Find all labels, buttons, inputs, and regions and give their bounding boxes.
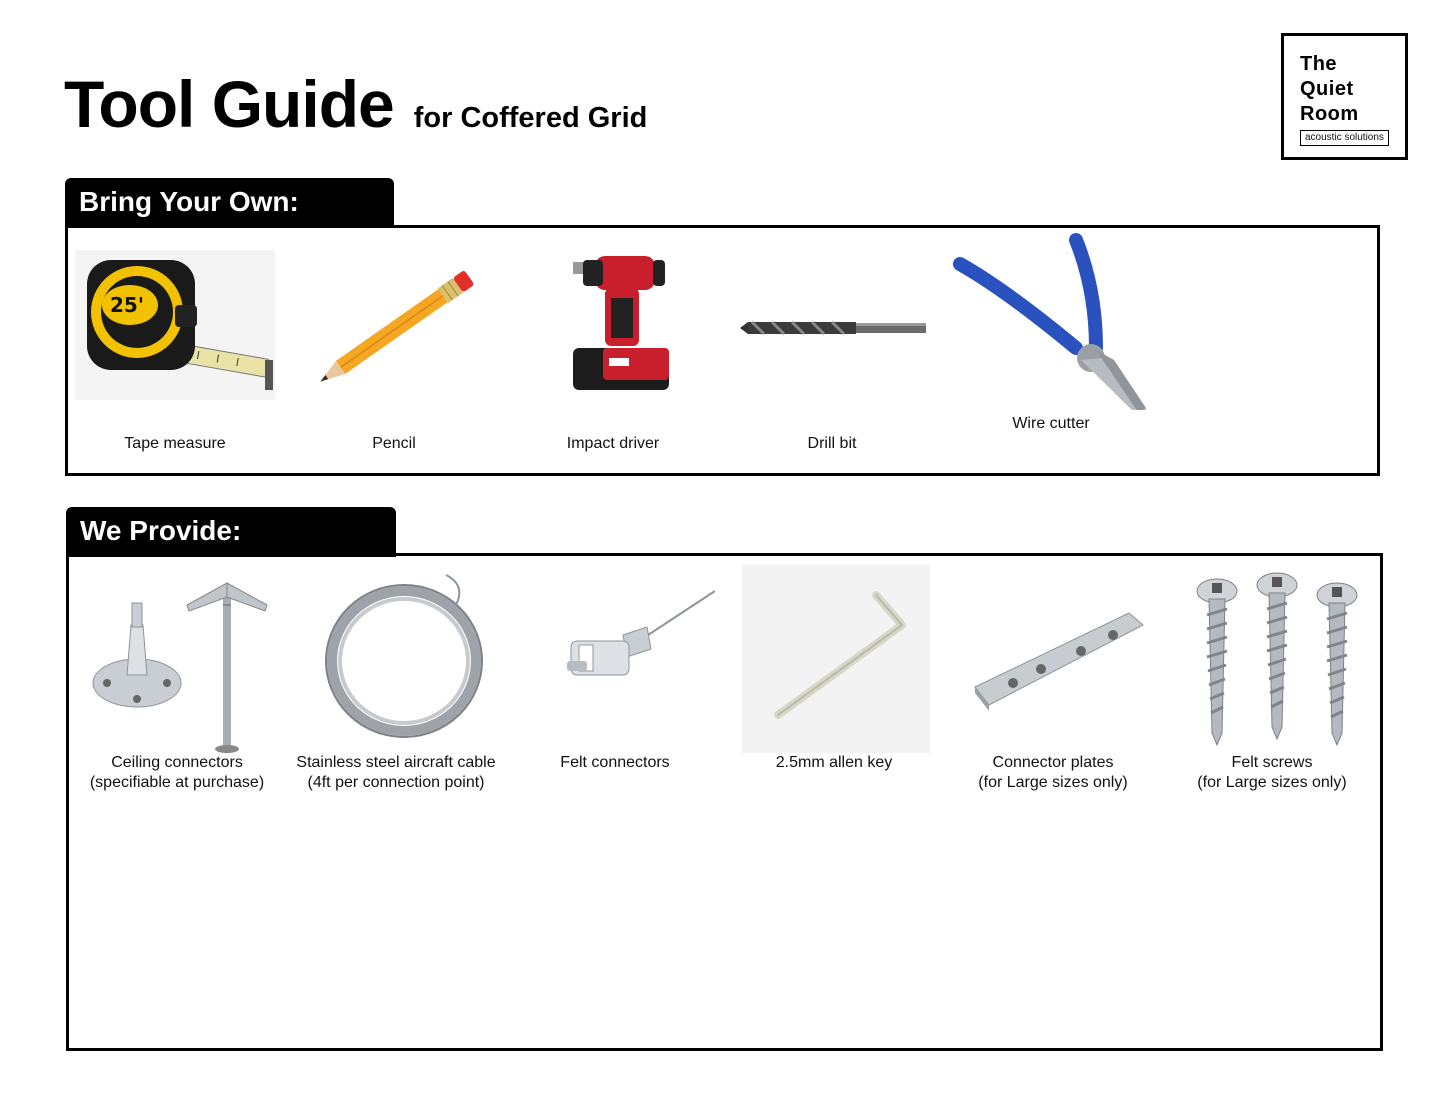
- provide-section-heading: We Provide:: [66, 507, 396, 557]
- tool-label-line2: (for Large sizes only): [1197, 774, 1347, 791]
- tool-wire-cutter: [942, 230, 1160, 434]
- tool-label: Impact driver: [566, 435, 660, 452]
- screws-icon: [1172, 565, 1372, 753]
- tool-label-line2: (4ft per connection point): [307, 774, 485, 791]
- tool-tape-measure: [66, 250, 284, 454]
- tool-impact-driver: [504, 250, 722, 454]
- tool-label-line1: Stainless steel aircraft cable: [296, 754, 496, 771]
- tool-label-line1: Ceiling connectors: [111, 754, 243, 771]
- tool-label: Drill bit: [807, 435, 857, 452]
- connector-plate-icon: [953, 565, 1153, 753]
- tool-felt-screws: [1163, 565, 1381, 793]
- felt-connector-icon: [515, 565, 715, 753]
- logo-line-2: Quiet: [1300, 78, 1354, 100]
- tool-aircraft-cable: [287, 565, 505, 793]
- tool-label-line2: (for Large sizes only): [978, 774, 1128, 791]
- tool-label-line2: (specifiable at purchase): [89, 774, 265, 791]
- wire-cutter-icon: [946, 230, 1156, 410]
- title-main: Tool Guide: [64, 67, 394, 141]
- tool-label-line1: Felt screws: [1231, 754, 1313, 771]
- tool-label-line1: Connector plates: [992, 754, 1114, 771]
- tool-connector-plates: [944, 565, 1162, 793]
- logo-tagline: acoustic solutions: [1300, 130, 1389, 146]
- logo-line-1: The: [1300, 53, 1338, 75]
- pencil-icon: [294, 250, 494, 410]
- tool-pencil: [285, 250, 503, 454]
- title-sub: for Coffered Grid: [413, 102, 648, 134]
- tool-label: Pencil: [372, 435, 416, 452]
- drill-bit-icon: [732, 250, 932, 410]
- tool-felt-connectors: [506, 565, 724, 773]
- tool-label: Wire cutter: [1012, 415, 1090, 432]
- tape-measure-icon: [75, 250, 275, 410]
- tool-drill-bit: [723, 250, 941, 454]
- logo-line-3: Room: [1300, 103, 1359, 125]
- tool-label-line1: 2.5mm allen key: [775, 754, 893, 771]
- tool-allen-key: [725, 565, 943, 773]
- tool-ceiling-connectors: [68, 565, 286, 793]
- cable-coil-icon: [296, 565, 496, 753]
- bring-section-heading: Bring Your Own:: [65, 178, 394, 228]
- impact-driver-icon: [513, 250, 713, 410]
- tool-label: Tape measure: [124, 435, 226, 452]
- tool-label-line1: Felt connectors: [560, 754, 670, 771]
- svg-text:25': 25': [110, 293, 144, 317]
- allen-key-icon: [734, 565, 934, 753]
- page-title: [64, 66, 647, 142]
- ceiling-connector-icon: [77, 565, 277, 753]
- company-logo: [1281, 33, 1408, 160]
